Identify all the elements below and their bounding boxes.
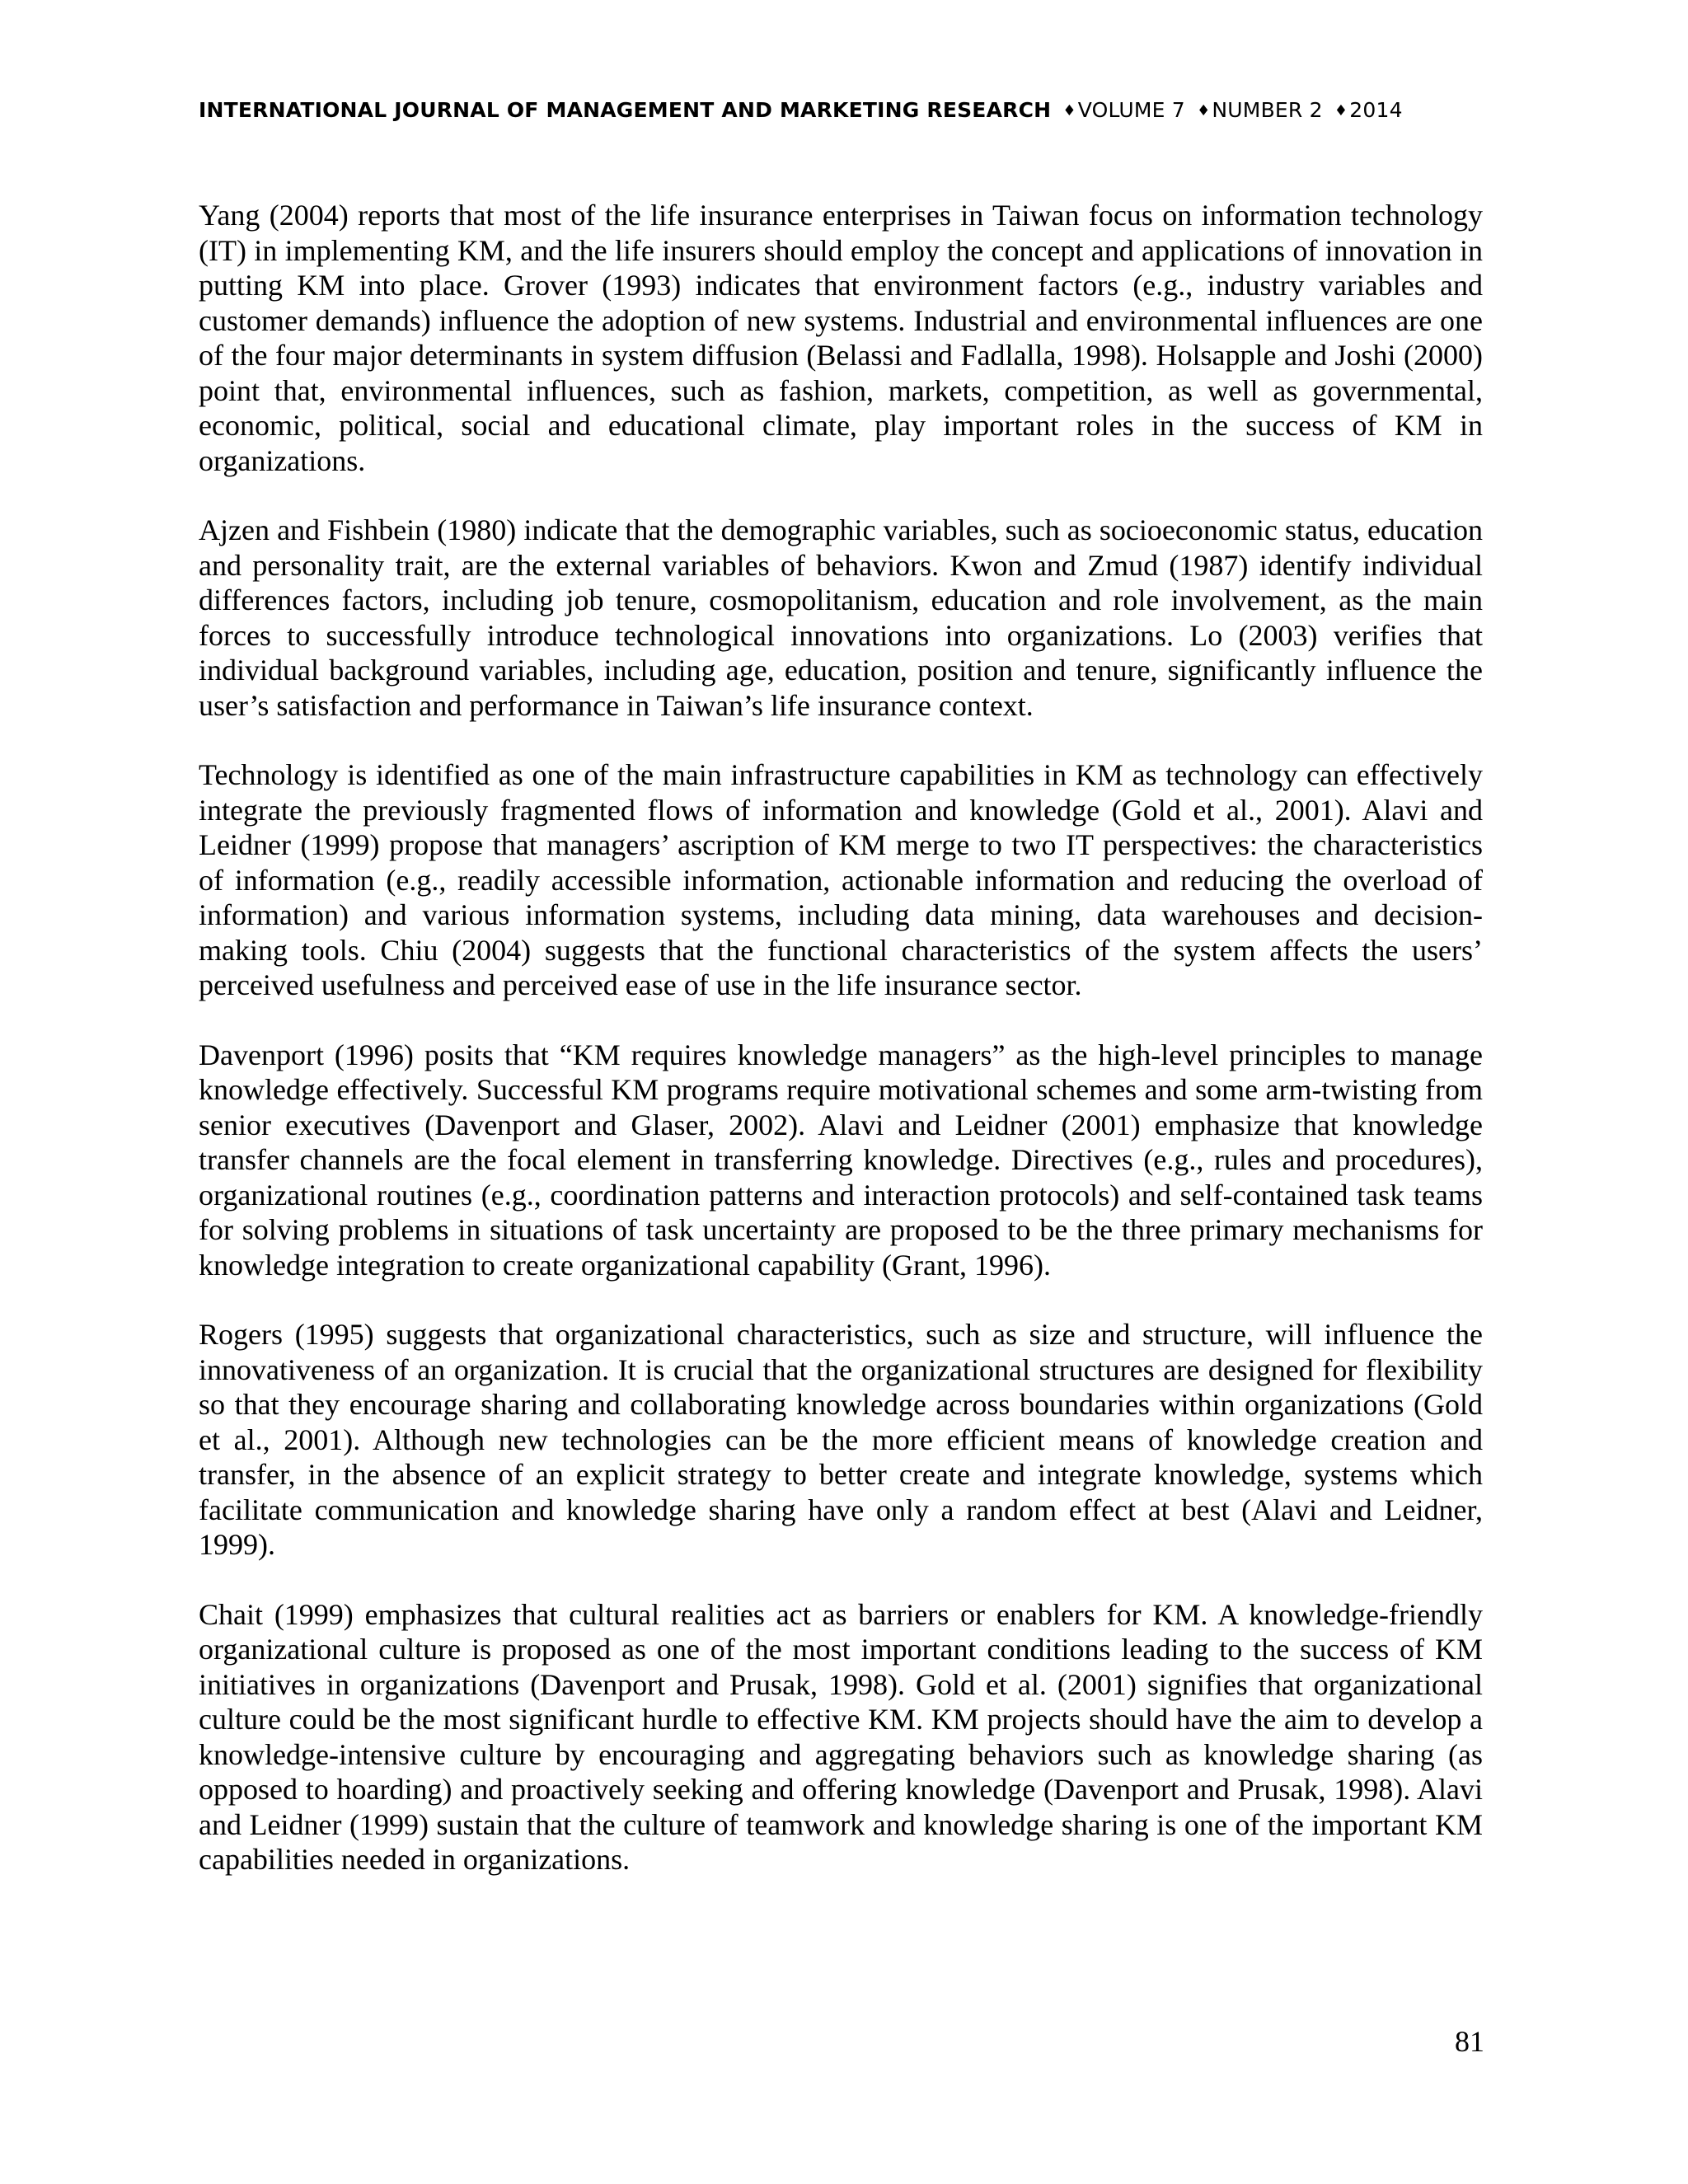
- issue-number-label: NUMBER 2: [1212, 98, 1323, 122]
- year-label: 2014: [1349, 98, 1403, 122]
- paragraph-technology: Technology is identified as one of the main infrastructure capabilities in KM as technology can effectively integrate the previously fragmented flows of information and knowledge (Gold et al., 2001). Alavi and Leidner (1999) propose that managers’ ascription of KM merge to two IT perspectives: the characteristics of information (e.g., readily accessible information, actionable information and reducing the overload of information) and various information systems, including data mining, data warehouses and decision-making tools. Chiu (2004) suggests that the functional characteristics of the system affects the users’ perceived usefulness and perceived ease of use in the life insurance sector.: [199, 758, 1483, 1001]
- paragraph-demographic-variables: Ajzen and Fishbein (1980) indicate that the demographic variables, such as socioeconomic status, education and personality trait, are the external variables of behaviors. Kwon and Zmud (1987) identify individual differences factors, including job tenure, cosmopolitanism, education and role involvement, as the main forces to successfully introduce technological innovations into organizations. Lo (2003) verifies that individual background variables, including age, education, position and tenure, significantly influence the user’s satisfaction and performance in Taiwan’s life insurance context.: [199, 513, 1483, 722]
- page-number: 81: [1455, 2025, 1484, 2058]
- diamond-separator-icon: ♦: [1062, 102, 1076, 120]
- paragraph-environmental-factors: Yang (2004) reports that most of the life insurance enterprises in Taiwan focus on information technology (IT) in implementing KM, and the life insurers should employ the concept and applications of innovation in putting KM into place. Grover (1993) indicates that environment factors (e.g., industry variables and customer demands) influence the adoption of new systems. Industrial and environmental influences are one of the four major determinants in system diffusion (Belassi and Fadlalla, 1998). Holsapple and Joshi (2000) point that, environmental influences, such as fashion, markets, competition, as well as governmental, economic, political, social and educational climate, play important roles in the success of KM in organizations.: [199, 199, 1483, 477]
- diamond-separator-icon: ♦: [1334, 102, 1348, 120]
- paragraph-knowledge-managers: Davenport (1996) posits that “KM requires knowledge managers” as the high-level principles to manage knowledge effectively. Successful KM programs require motivational schemes and some arm-twisting from senior executives (Davenport and Glaser, 2002). Alavi and Leidner (2001) emphasize that knowledge transfer channels are the focal element in transferring knowledge. Directives (e.g., rules and procedures), organizational routines (e.g., coordination patterns and interaction protocols) and self-contained task teams for solving problems in situations of task uncertainty are proposed to be the three primary mechanisms for knowledge integration to create organizational capability (Grant, 1996).: [199, 1038, 1483, 1282]
- body-text: [199, 198, 1483, 1912]
- diamond-separator-icon: ♦: [1197, 102, 1211, 120]
- running-header: [199, 97, 1484, 124]
- volume-label: VOLUME 7: [1077, 98, 1185, 122]
- paragraph-organizational-structure: Rogers (1995) suggests that organizational characteristics, such as size and structure, will influence the innovativeness of an organization. It is crucial that the organizational structures are designed for flexibility so that they encourage sharing and collaborating knowledge across boundaries within organizations (Gold et al., 2001). Although new technologies can be the more efficient means of knowledge creation and transfer, in the absence of an explicit strategy to better create and integrate knowledge, systems which facilitate communication and knowledge sharing have only a random effect at best (Alavi and Leidner, 1999).: [199, 1318, 1483, 1561]
- journal-name: INTERNATIONAL JOURNAL OF MANAGEMENT AND MARKETING RESEARCH: [199, 98, 1052, 122]
- paragraph-organizational-culture: Chait (1999) emphasizes that cultural realities act as barriers or enablers for KM. A knowledge-friendly organizational culture is proposed as one of the most important conditions leading to the success of KM initiatives in organizations (Davenport and Prusak, 1998). Gold et al. (2001) signifies that organizational culture could be the most significant hurdle to effective KM. KM projects should have the aim to develop a knowledge-intensive culture by encouraging and aggregating behaviors such as knowledge sharing (as opposed to hoarding) and proactively seeking and offering knowledge (Davenport and Prusak, 1998). Alavi and Leidner (1999) sustain that the culture of teamwork and knowledge sharing is one of the important KM capabilities needed in organizations.: [199, 1597, 1483, 1876]
